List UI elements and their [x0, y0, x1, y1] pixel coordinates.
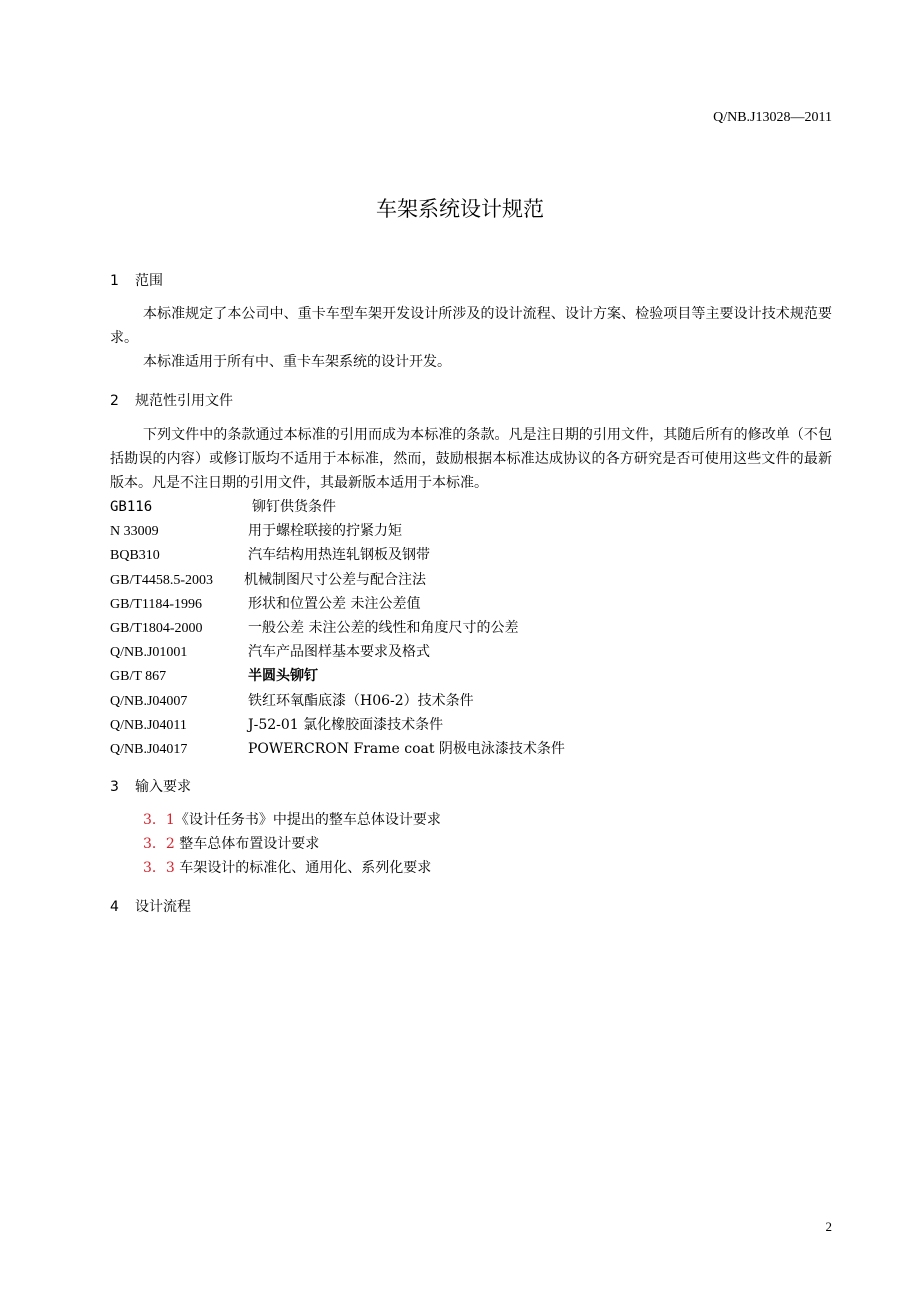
reference-name: 机械制图尺寸公差与配合注法	[244, 571, 426, 588]
reference-name: 形状和位置公差 未注公差值	[248, 595, 421, 612]
reference-name: 汽车产品图样基本要求及格式	[248, 644, 430, 661]
section-title: 输入要求	[135, 779, 191, 795]
reference-code: GB116	[110, 499, 153, 515]
reference-code: Q/NB.J04007	[110, 693, 188, 709]
reference-code: Q/NB.J04011	[110, 717, 187, 733]
reference-item	[110, 689, 832, 713]
reference-name: 用于螺栓联接的拧紧力矩	[248, 523, 402, 540]
clause-text: 整车总体布置设计要求	[174, 836, 320, 852]
section-title: 设计流程	[135, 899, 191, 915]
reference-code: GB/T1184-1996	[110, 596, 203, 612]
clause-text: 《设计任务书》中提出的整车总体设计要求	[174, 812, 441, 828]
input-requirement-item	[143, 856, 441, 880]
section-4-heading	[110, 896, 191, 916]
section-1-heading	[110, 270, 163, 290]
reference-item	[110, 592, 832, 616]
document-title: 车架系统设计规范	[376, 197, 544, 221]
section-number: 1	[110, 273, 119, 289]
reference-name: 半圆头铆钉	[248, 668, 318, 685]
reference-code: GB/T1804-2000	[110, 620, 203, 636]
reference-item	[110, 519, 832, 543]
reference-code: GB/T 867	[110, 669, 167, 685]
section-title: 范围	[135, 273, 163, 289]
section-number: 3	[110, 779, 119, 795]
reference-item	[110, 737, 832, 761]
reference-item	[110, 664, 832, 688]
reference-code: N 33009	[110, 524, 159, 540]
section-2-paragraph-1: 下列文件中的条款通过本标准的引用而成为本标准的条款。凡是注日期的引用文件，其随后所有的修改单（不包括勘误的内容）或修订版均不适用于本标准，然而，鼓励根据本标准达成协议的各方研究是否可使用这些文件的最新版本。凡是不注日期的引用文件，其最新版本适用于本标准。	[110, 427, 832, 491]
section-2-heading	[110, 390, 233, 410]
section-1-paragraph-1: 本标准规定了本公司中、重卡车型车架开发设计所涉及的设计流程、设计方案、检验项目等主要设计技术规范要求。	[110, 306, 832, 346]
reference-name: J-52-01 氯化橡胶面漆技术条件	[248, 716, 444, 733]
reference-name: 一般公差 未注公差的线性和角度尺寸的公差	[248, 619, 519, 636]
reference-item	[110, 543, 832, 567]
document-number: Q/NB.J13028—2011	[713, 110, 832, 125]
section-number: 2	[110, 393, 119, 409]
clause-number: 3．3	[143, 860, 175, 876]
reference-item	[110, 713, 832, 737]
input-requirements-list	[143, 808, 441, 880]
input-requirement-item	[143, 808, 441, 832]
reference-code: GB/T4458.5-2003	[110, 572, 214, 588]
section-number: 4	[110, 899, 119, 915]
reference-item	[110, 495, 832, 519]
reference-item	[110, 616, 832, 640]
reference-code: Q/NB.J04017	[110, 741, 188, 757]
reference-name: 汽车结构用热连轧钢板及钢带	[248, 547, 430, 564]
page-number: 2	[825, 1219, 832, 1234]
clause-number: 3．1	[143, 812, 175, 828]
input-requirement-item	[143, 832, 441, 856]
reference-name: 铁红环氧酯底漆（H06-2）技术条件	[248, 692, 474, 709]
reference-code: BQB310	[110, 548, 160, 564]
reference-list	[110, 495, 832, 761]
reference-name: 铆钉供货条件	[252, 499, 336, 515]
reference-code: Q/NB.J01001	[110, 645, 188, 661]
reference-item	[110, 568, 832, 592]
reference-name: POWERCRON Frame coat 阴极电泳漆技术条件	[248, 740, 565, 757]
clause-number: 3．2	[143, 836, 175, 852]
section-title: 规范性引用文件	[135, 393, 233, 409]
clause-text: 车架设计的标准化、通用化、系列化要求	[174, 860, 432, 876]
reference-item	[110, 640, 832, 664]
section-3-heading	[110, 776, 191, 796]
section-1-paragraph-2: 本标准适用于所有中、重卡车架系统的设计开发。	[143, 354, 451, 370]
